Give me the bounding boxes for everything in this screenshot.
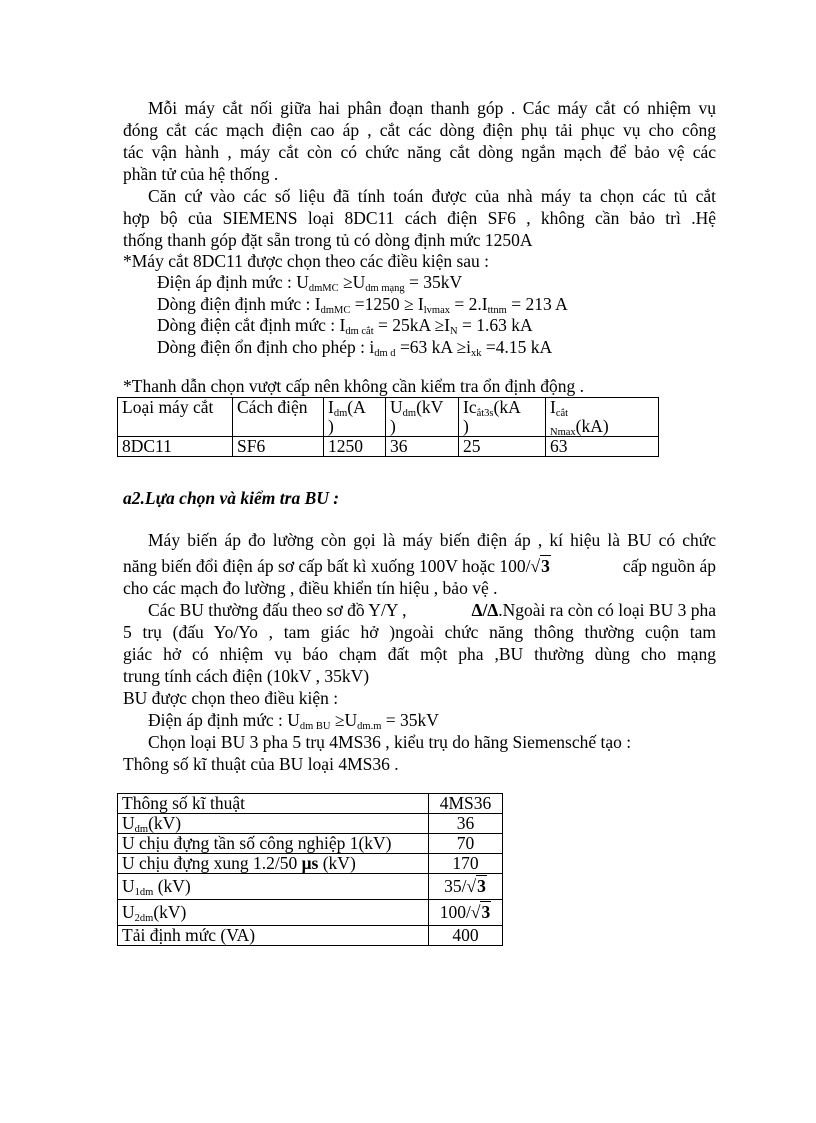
para4-line2: 5 trụ (đấu Yo/Yo , tam giác hở )ngoài chức năng thông thường cuộn tam — [123, 622, 716, 642]
bu-choose: Chọn loại BU 3 pha 5 trụ 4MS36 , kiểu trụ do hãng Siemenschế tạo : — [148, 732, 632, 752]
mc-cond-breaking: Dòng điện cắt định mức : $I_{dm cắt} = 25kA \ge I_N = 1.63$ kA — [157, 315, 533, 337]
para3-line1: Máy biến áp đo lường còn gọi là máy biến điện áp , kí hiệu là BU có chức — [148, 530, 716, 550]
table-row — [118, 874, 503, 900]
table-row — [118, 900, 503, 926]
sqrt-symbol: √3 — [466, 876, 486, 896]
table-cell: 1250 — [324, 437, 386, 457]
header-cell: Thông số kĩ thuật — [118, 794, 429, 814]
table-cell: SF6 — [233, 437, 324, 457]
table-cell: 36 — [429, 814, 503, 834]
para2-line1: Căn cứ vào các số liệu đã tính toán được của nhà máy ta chọn các tủ cắt — [148, 186, 716, 206]
table-row — [118, 854, 503, 874]
table-cell: 170 — [429, 854, 503, 874]
table-cell: 8DC11 — [118, 437, 233, 457]
bu-cond-voltage: Điện áp định mức : $U_{dm BU} \ge U_{dm.m} = 35kV$ — [148, 710, 439, 732]
mc-cond-current: Dòng điện định mức : $I_{dmMC} =1250 \ge I_{lvmax} = 2.I_{ttnm} = 213$ A — [157, 294, 568, 316]
table-cell: $U_{2dm}(kV)$ — [118, 900, 429, 926]
header-cell: $U_{dm}(kV$ ) — [386, 398, 459, 437]
table-cell: U chịu đựng xung 1.2/50 μs (kV) — [118, 854, 429, 874]
table-cell: 35/√3 — [429, 874, 503, 900]
para3-line3: cho các mạch đo lường , điều khiển tín hiệu , bảo vệ . — [123, 578, 498, 598]
table-cell: U chịu đựng tần số công nghiệp 1(kV) — [118, 834, 429, 854]
table-row — [118, 926, 503, 946]
mc-cond-stability: Dòng điện ổn định cho phép : $i_{dm d} =63$ kA $\ge i_{xk} =4.15$ kA — [157, 337, 553, 359]
bu-spec: Thông số kĩ thuật của BU loại 4MS36 . — [123, 754, 399, 774]
para1-line3: tác vận hành , máy cắt còn có chức năng cắt dòng ngắn mạch để bảo vệ các — [123, 142, 716, 162]
bu-spec-table — [117, 793, 503, 946]
header-cell: $I_{dm}(A$ ) — [324, 398, 386, 437]
table-cell: 25 — [459, 437, 546, 457]
table-cell: 400 — [429, 926, 503, 946]
table-cell: Tải định mức (VA) — [118, 926, 429, 946]
table-cell: 70 — [429, 834, 503, 854]
mc-cond-voltage: Điện áp định mức : $U_{dmMC} \ge U_{dm mạng} = 35kV$ — [157, 272, 463, 294]
table-cell: $U_{dm}(kV)$ — [118, 814, 429, 834]
bu-cond: BU được chọn theo điều kiện : — [123, 688, 339, 708]
mc-note: *Thanh dẫn chọn vượt cấp nên không cần kiểm tra ổn định động . — [123, 376, 584, 396]
para1-line1: Mỗi máy cắt nối giữa hai phân đoạn thanh góp . Các máy cắt có nhiệm vụ — [148, 98, 716, 118]
para2-line3: thống thanh góp đặt sẵn trong tủ có dòng định mức 1250A — [123, 230, 533, 250]
table-row — [118, 794, 503, 814]
table-row — [118, 814, 503, 834]
sqrt-symbol: √3 — [470, 902, 491, 922]
table-row — [118, 834, 503, 854]
header-cell: Cách điện — [233, 398, 324, 437]
table-row — [118, 398, 659, 437]
para4-line4: trung tính cách điện (10kV , 35kV) — [123, 666, 370, 686]
table-cell: $U_{1dm}$ (kV) — [118, 874, 429, 900]
table-row — [118, 437, 659, 457]
para4-line3: giác hở có nhiệm vụ báo chạm đất một pha ,BU thường dùng cho mạng — [123, 644, 716, 664]
table-cell: 63 — [546, 437, 659, 457]
header-cell: 4MS36 — [429, 794, 503, 814]
para3-line2: năng biến đổi điện áp sơ cấp bất kì xuống 100V hoặc 100/√3 cấp nguồn áp — [123, 556, 716, 576]
header-cell: $Ic_{ắt3s}(kA$ ) — [459, 398, 546, 437]
table-cell: 100/√3 — [429, 900, 503, 926]
mc-intro: *Máy cắt 8DC11 được chọn theo các điều kiện sau : — [123, 251, 490, 271]
para4-line1: Các BU thường đấu theo sơ đồ Y/Y , Δ/Δ.Ngoài ra còn có loại BU 3 pha — [148, 600, 716, 620]
para2-line2: hợp bộ của SIEMENS loại 8DC11 cách điện SF6 , không cần bảo trì .Hệ — [123, 208, 716, 228]
para1-line2: đóng cắt các mạch điện cao áp , cắt các dòng điện phụ tải phục vụ cho công — [123, 120, 716, 140]
para1-line4: phần tử của hệ thống . — [123, 164, 279, 184]
header-cell: $I_{cắt}$ $_{Nmax}$(kA) — [546, 398, 659, 437]
table-cell: 36 — [386, 437, 459, 457]
header-cell: Loại máy cắt — [118, 398, 233, 437]
breaker-table — [117, 397, 659, 457]
section-heading: a2.Lựa chọn và kiểm tra BU : — [123, 488, 340, 508]
sqrt-symbol: √3 — [530, 556, 550, 576]
delta-symbol: Δ/Δ — [471, 600, 499, 620]
